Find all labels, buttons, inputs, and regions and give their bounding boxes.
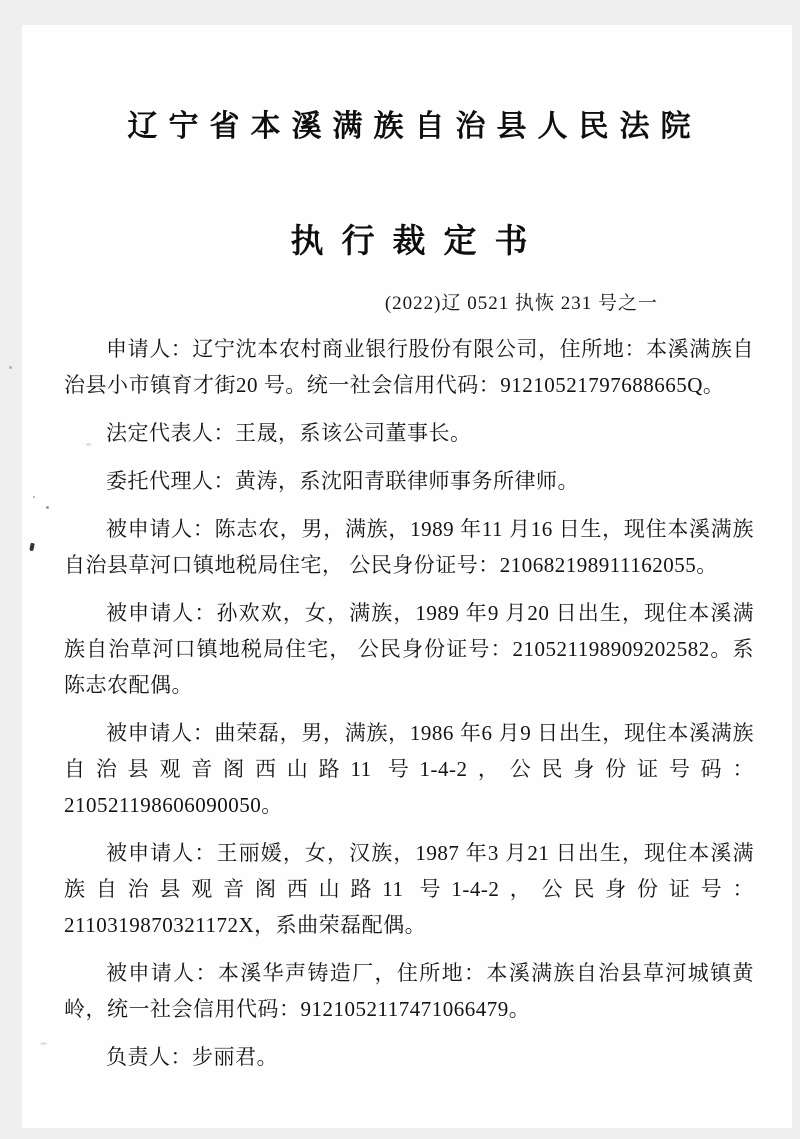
- paragraph-agent: 委托代理人：黄涛，系沈阳青联律师事务所律师。: [106, 469, 579, 493]
- paragraph-applicant: 申请人：辽宁沈本农村商业银行股份有限公司，住所地：本溪满族自治县小市镇育才街20 号。统一社会信用代码：91210521797688665Q。: [64, 337, 754, 397]
- scan-speck: [9, 366, 12, 369]
- paragraph-person-in-charge: 负责人：步丽君。: [106, 1045, 278, 1069]
- case-number: (2022)辽 0521 执恢 231 号之一: [384, 293, 658, 314]
- paragraph-respondent-4: 被申请人：王丽媛，女，汉族，1987 年3 月21 日出生，现住本溪满族自治县观音阁西山路11 号1-4-2，公民身份证号：2110319870321172X，系曲荣磊配偶。: [64, 841, 754, 937]
- document-page: [22, 25, 792, 1128]
- document-title: 执行裁定书: [290, 224, 546, 260]
- paragraph-respondent-2: 被申请人：孙欢欢，女，满族，1989 年9 月20 日出生，现住本溪满族自治草河口镇地税局住宅， 公民身份证号：210521198909202582。系陈志农配偶。: [64, 601, 754, 697]
- paragraph-respondent-1: 被申请人：陈志农，男，满族，1989 年11 月16 日生，现住本溪满族自治县草河口镇地税局住宅， 公民身份证号：210682198911162055。: [64, 517, 754, 577]
- document-body: [64, 331, 754, 1075]
- paragraph-legal-rep: 法定代表人：王晟，系该公司董事长。: [106, 421, 472, 445]
- paragraph-respondent-5: 被申请人：本溪华声铸造厂，住所地：本溪满族自治县草河城镇黄岭，统一社会信用代码：9121052117471066479。: [64, 961, 754, 1021]
- scan-speck: [33, 496, 35, 498]
- scan-speck: [86, 443, 91, 446]
- scan-speck: [46, 506, 49, 509]
- paragraph-respondent-3: 被申请人：曲荣磊，男，满族，1986 年6 月9 日出生，现住本溪满族自治县观音阁西山路11 号1-4-2，公民身份证号码：210521198606090050。: [64, 721, 754, 817]
- scan-speck: [40, 1042, 47, 1045]
- court-name-title: 辽宁省本溪满族自治县人民法院: [127, 110, 702, 143]
